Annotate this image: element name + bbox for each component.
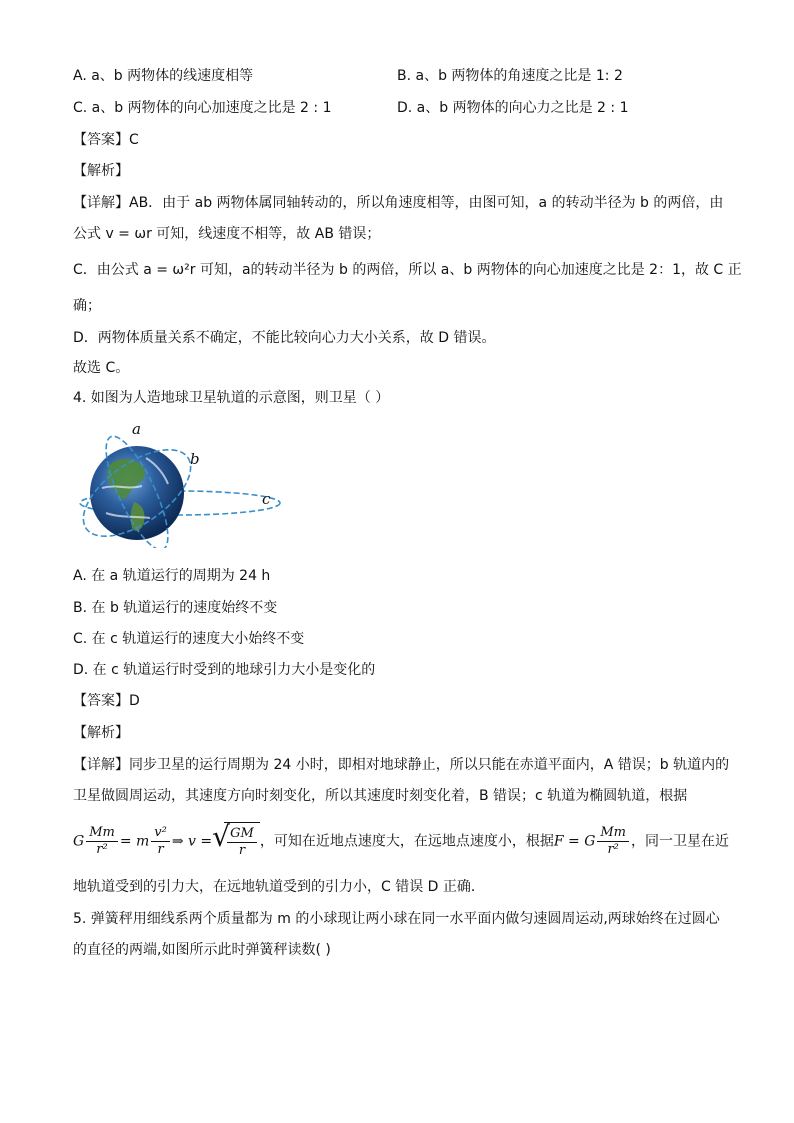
orbit-label-c: c — [262, 490, 271, 508]
q4-detail-2: 卫星做圆周运动，其速度方向时刻变化，所以其速度时刻变化着，B 错误；c 轨道为椭圆轨道，根据 — [73, 788, 688, 804]
q5-stem-2: 的直径的两端,如图所示此时弹簧秤读数( ) — [73, 942, 331, 958]
fraction-numerator: Mm — [86, 825, 118, 842]
q3-detail-2: 公式 v = ωr 可知，线速度不相等，故 AB 错误； — [73, 226, 381, 242]
sqrt-radical-icon: √ — [212, 820, 230, 853]
fraction-denominator: r — [238, 842, 246, 858]
formula-end-text: ，同一卫星在近 — [631, 833, 730, 850]
q3-answer: 【答案】C — [73, 132, 139, 148]
fraction-numerator: GM — [227, 826, 257, 843]
q4-option-a: A. 在 a 轨道运行的周期为 24 h — [73, 568, 271, 584]
formula-fraction-mm-r2 — [86, 825, 118, 858]
q3-option-c: C. a、b 两物体的向心加速度之比是 2 : 1 — [73, 100, 332, 116]
orbit-label-a: a — [132, 420, 141, 438]
q4-option-c: C. 在 c 轨道运行的速度大小始终不变 — [73, 631, 305, 647]
formula-sqrt — [212, 822, 260, 861]
formula-equals-m: = m — [119, 833, 150, 850]
q4-detail-3: 地轨道受到的引力大，在远地轨道受到的引力小，C 错误 D 正确． — [73, 879, 485, 895]
q3-detail-1: 【详解】AB．由于 ab 两物体属同轴转动的，所以角速度相等，由图可知，a 的转动半径为 b 的两倍，由 — [73, 195, 724, 211]
fraction-denominator: r² — [96, 842, 108, 857]
formula-F-equals-G: F = G — [553, 833, 596, 850]
q3-detail-5: D．两物体质量关系不确定，不能比较向心力大小关系，故 D 错误。 — [73, 330, 496, 346]
q4-option-d: D. 在 c 轨道运行时受到的地球引力大小是变化的 — [73, 662, 376, 678]
q4-detail-1: 【详解】同步卫星的运行周期为 24 小时，即相对地球静止，所以只能在赤道平面内，A 错误；b 轨道内的 — [73, 757, 730, 773]
formula-fraction-v2-r — [151, 825, 170, 858]
formula-G: G — [73, 833, 85, 850]
q4-answer: 【答案】D — [73, 693, 140, 709]
q5-stem-1: 5. 弹簧秤用细线系两个质量都为 m 的小球现让两小球在同一水平面内做匀速圆周运动,两球始终在过圆心 — [73, 911, 720, 927]
orbit-label-b: b — [190, 450, 200, 468]
q4-formula-line — [73, 822, 729, 861]
q3-option-b: B. a、b 两物体的角速度之比是 1: 2 — [397, 68, 623, 84]
q4-stem: 4. 如图为人造地球卫星轨道的示意图，则卫星（ ） — [73, 390, 390, 406]
formula-implies-v: ⇒ v = — [171, 833, 213, 850]
q3-option-d: D. a、b 两物体的向心力之比是 2 : 1 — [397, 100, 629, 116]
fraction-denominator: r — [157, 842, 164, 857]
q3-option-a: A. a、b 两物体的线速度相等 — [73, 68, 254, 84]
q4-analysis-title: 【解析】 — [73, 725, 129, 741]
satellite-orbit-figure — [72, 418, 287, 548]
q4-option-b: B. 在 b 轨道运行的速度始终不变 — [73, 600, 278, 616]
earth-orbit-diagram — [72, 418, 287, 548]
fraction-numerator: v² — [151, 825, 170, 842]
formula-mid-text: ，可知在近地点速度大，在远地点速度小，根据 — [259, 833, 554, 850]
q3-analysis-title: 【解析】 — [73, 163, 129, 179]
q3-conclusion: 故选 C。 — [73, 360, 130, 376]
q3-detail-3: C．由公式 a = ω²r 可知，a的转动半径为 b 的两倍，所以 a、b 两物体的向心加速度之比是 2：1，故 C 正 — [73, 262, 742, 278]
fraction-numerator: Mm — [597, 825, 629, 842]
fraction-denominator: r² — [607, 842, 619, 857]
formula-fraction-mm-r2-second — [597, 825, 629, 858]
q3-detail-4: 确； — [73, 298, 101, 314]
